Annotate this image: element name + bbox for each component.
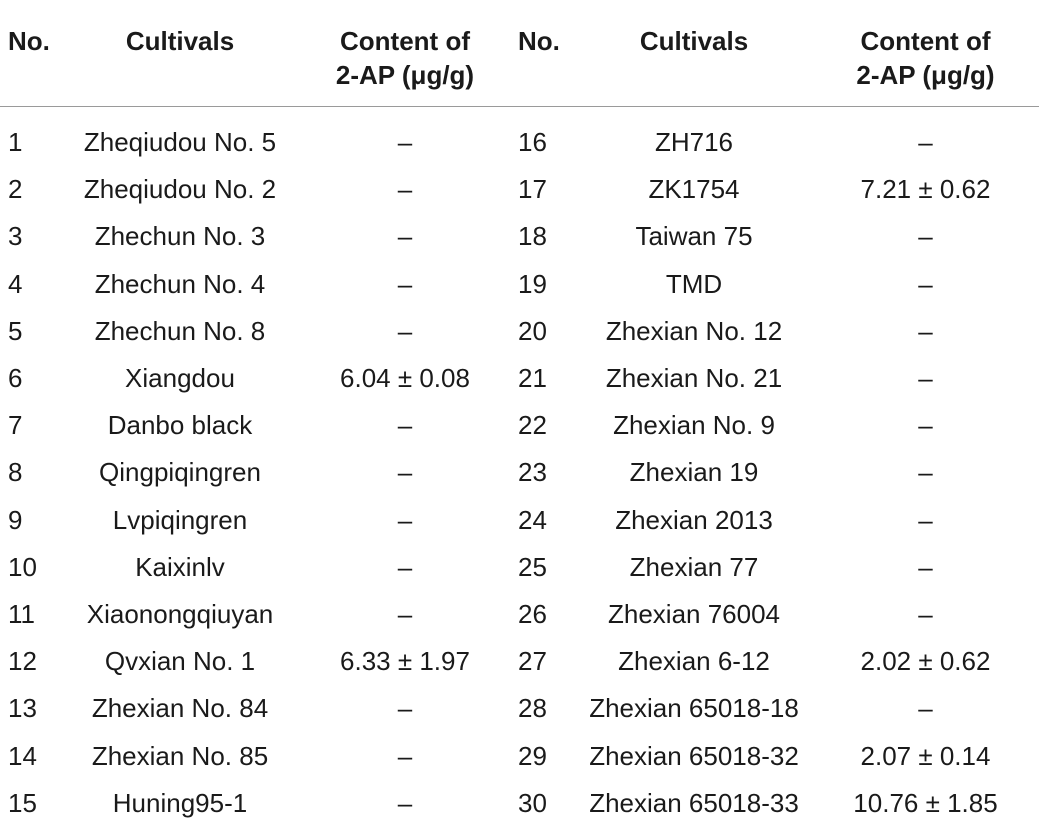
cell-content-right: –: [918, 551, 933, 582]
cell-no-right: 28: [518, 693, 547, 724]
cell-content-right: –: [918, 127, 933, 158]
cell-content-left: –: [397, 268, 413, 299]
cell-content-left: –: [397, 221, 413, 252]
cell-no-right: 19: [518, 268, 547, 299]
cell-cultivar-left: Danbo black: [107, 410, 253, 441]
table-header: [0, 0, 1039, 107]
cell-cultivar-right: Zhexian 19: [629, 457, 759, 488]
cell-content-left: –: [397, 504, 413, 535]
cell-content-left: –: [397, 598, 413, 629]
header-no-right: No.: [510, 0, 576, 107]
cell-no-left: 4: [8, 268, 23, 299]
header-content-line1: Content of: [340, 26, 470, 56]
cell-content-left: –: [397, 787, 413, 818]
header-content-line2: 2-AP (μg/g): [856, 60, 995, 90]
cell-content-left: –: [397, 410, 413, 441]
cell-content-right: 2.07 ± 0.14: [860, 740, 991, 771]
cell-cultivar-right: ZH716: [654, 127, 734, 158]
cell-no-left: 13: [8, 693, 37, 724]
table-row: [0, 449, 1039, 496]
cell-content-left: –: [397, 174, 413, 205]
cell-cultivar-left: Qingpiqingren: [99, 457, 261, 488]
table-row: [0, 497, 1039, 544]
cell-no-left: 2: [8, 174, 23, 205]
cell-no-left: 7: [8, 410, 23, 441]
cell-cultivar-left: Zhexian No. 84: [91, 693, 269, 724]
cell-cultivar-right: Zhexian 65018-33: [589, 787, 799, 818]
cell-no-left: 6: [8, 363, 23, 394]
header-content-line2: 2-AP (μg/g): [335, 60, 475, 90]
cell-cultivar-left: Zhexian No. 85: [91, 740, 269, 771]
cell-cultivar-left: Zheqiudou No. 5: [83, 127, 277, 158]
cell-content-right: –: [918, 410, 933, 441]
cell-no-right: 17: [518, 174, 547, 205]
table-row: [0, 355, 1039, 402]
cell-no-left: 5: [8, 315, 23, 346]
table-body: [0, 107, 1039, 827]
cell-cultivar-right: ZK1754: [648, 174, 740, 205]
cell-no-left: 12: [8, 646, 37, 677]
cell-cultivar-left: Qvxian No. 1: [104, 646, 256, 677]
cell-no-left: 11: [8, 598, 35, 629]
cell-no-left: 14: [8, 740, 37, 771]
cell-no-right: 23: [518, 457, 547, 488]
cell-content-left: –: [397, 551, 413, 582]
cell-cultivar-left: Xiaonongqiuyan: [86, 598, 274, 629]
cell-cultivar-left: Zhechun No. 8: [94, 315, 266, 346]
cell-content-right: –: [918, 504, 933, 535]
cell-cultivar-right: Zhexian 65018-32: [589, 740, 799, 771]
cell-cultivar-right: TMD: [665, 268, 723, 299]
cell-cultivar-right: Zhexian No. 9: [613, 410, 775, 441]
cell-cultivar-right: Zhexian 77: [629, 551, 759, 582]
cell-cultivar-right: Zhexian No. 21: [605, 363, 783, 394]
cell-content-right: –: [918, 268, 933, 299]
table-row: [0, 107, 1039, 167]
cell-no-right: 24: [518, 504, 547, 535]
cell-no-right: 29: [518, 740, 547, 771]
cell-no-left: 9: [8, 504, 23, 535]
cell-content-right: –: [918, 315, 933, 346]
table-row: [0, 213, 1039, 260]
cell-cultivar-left: Huning95-1: [112, 787, 248, 818]
header-no-left: No.: [0, 0, 60, 107]
header-content-left: [300, 0, 510, 107]
table-row: [0, 261, 1039, 308]
cell-content-right: –: [918, 598, 933, 629]
cell-content-left: –: [397, 740, 413, 771]
table-row: [0, 166, 1039, 213]
cell-cultivar-right: Zhexian 65018-18: [589, 693, 799, 724]
cell-cultivar-right: Zhexian No. 12: [605, 315, 783, 346]
cell-cultivar-left: Zhechun No. 3: [94, 221, 266, 252]
cell-no-left: 15: [8, 787, 37, 818]
cell-cultivar-left: Zhechun No. 4: [94, 268, 266, 299]
cell-no-right: 20: [518, 315, 547, 346]
cell-cultivar-right: Zhexian 2013: [615, 504, 773, 535]
cell-cultivar-left: Lvpiqingren: [112, 504, 248, 535]
cell-content-left: 6.04 ± 0.08: [340, 363, 470, 394]
header-row: [0, 0, 1039, 107]
cell-cultivar-left: Kaixinlv: [135, 551, 225, 582]
table-row: [0, 780, 1039, 827]
table-row: [0, 732, 1039, 779]
cell-no-right: 16: [518, 127, 547, 158]
cell-no-right: 22: [518, 410, 547, 441]
cell-content-right: 2.02 ± 0.62: [860, 646, 991, 677]
cell-cultivar-right: Zhexian 76004: [607, 598, 781, 629]
cell-content-right: –: [918, 457, 933, 488]
cell-content-left: –: [397, 127, 413, 158]
cell-cultivar-right: Zhexian 6-12: [618, 646, 770, 677]
cell-content-left: –: [397, 457, 413, 488]
cell-cultivar-left: Zheqiudou No. 2: [83, 174, 277, 205]
header-cultivar-right: Cultivals: [576, 0, 812, 107]
cell-no-left: 1: [8, 127, 23, 158]
cell-no-left: 8: [8, 457, 23, 488]
table-row: [0, 685, 1039, 732]
cell-no-right: 21: [518, 363, 547, 394]
table-row: [0, 402, 1039, 449]
cell-no-left: 3: [8, 221, 23, 252]
table-row: [0, 308, 1039, 355]
cell-content-right: 10.76 ± 1.85: [853, 787, 998, 818]
cell-content-left: 6.33 ± 1.97: [340, 646, 470, 677]
table-row: [0, 638, 1039, 685]
cell-no-right: 26: [518, 598, 547, 629]
cell-content-right: –: [918, 363, 933, 394]
cell-no-left: 10: [8, 551, 37, 582]
table-row: [0, 544, 1039, 591]
cell-no-right: 25: [518, 551, 547, 582]
header-content-right: [812, 0, 1039, 107]
cell-no-right: 27: [518, 646, 547, 677]
cell-content-left: –: [397, 315, 413, 346]
header-cultivar-left: Cultivals: [60, 0, 300, 107]
cell-content-right: –: [918, 221, 933, 252]
cell-content-right: 7.21 ± 0.62: [860, 174, 991, 205]
cell-cultivar-left: Xiangdou: [125, 363, 235, 394]
header-content-line1: Content of: [860, 26, 991, 56]
table-row: [0, 591, 1039, 638]
cell-cultivar-right: Taiwan 75: [635, 221, 753, 252]
cell-content-right: –: [918, 693, 933, 724]
cell-no-right: 30: [518, 787, 547, 818]
cell-content-left: –: [397, 693, 413, 724]
cell-no-right: 18: [518, 221, 547, 252]
